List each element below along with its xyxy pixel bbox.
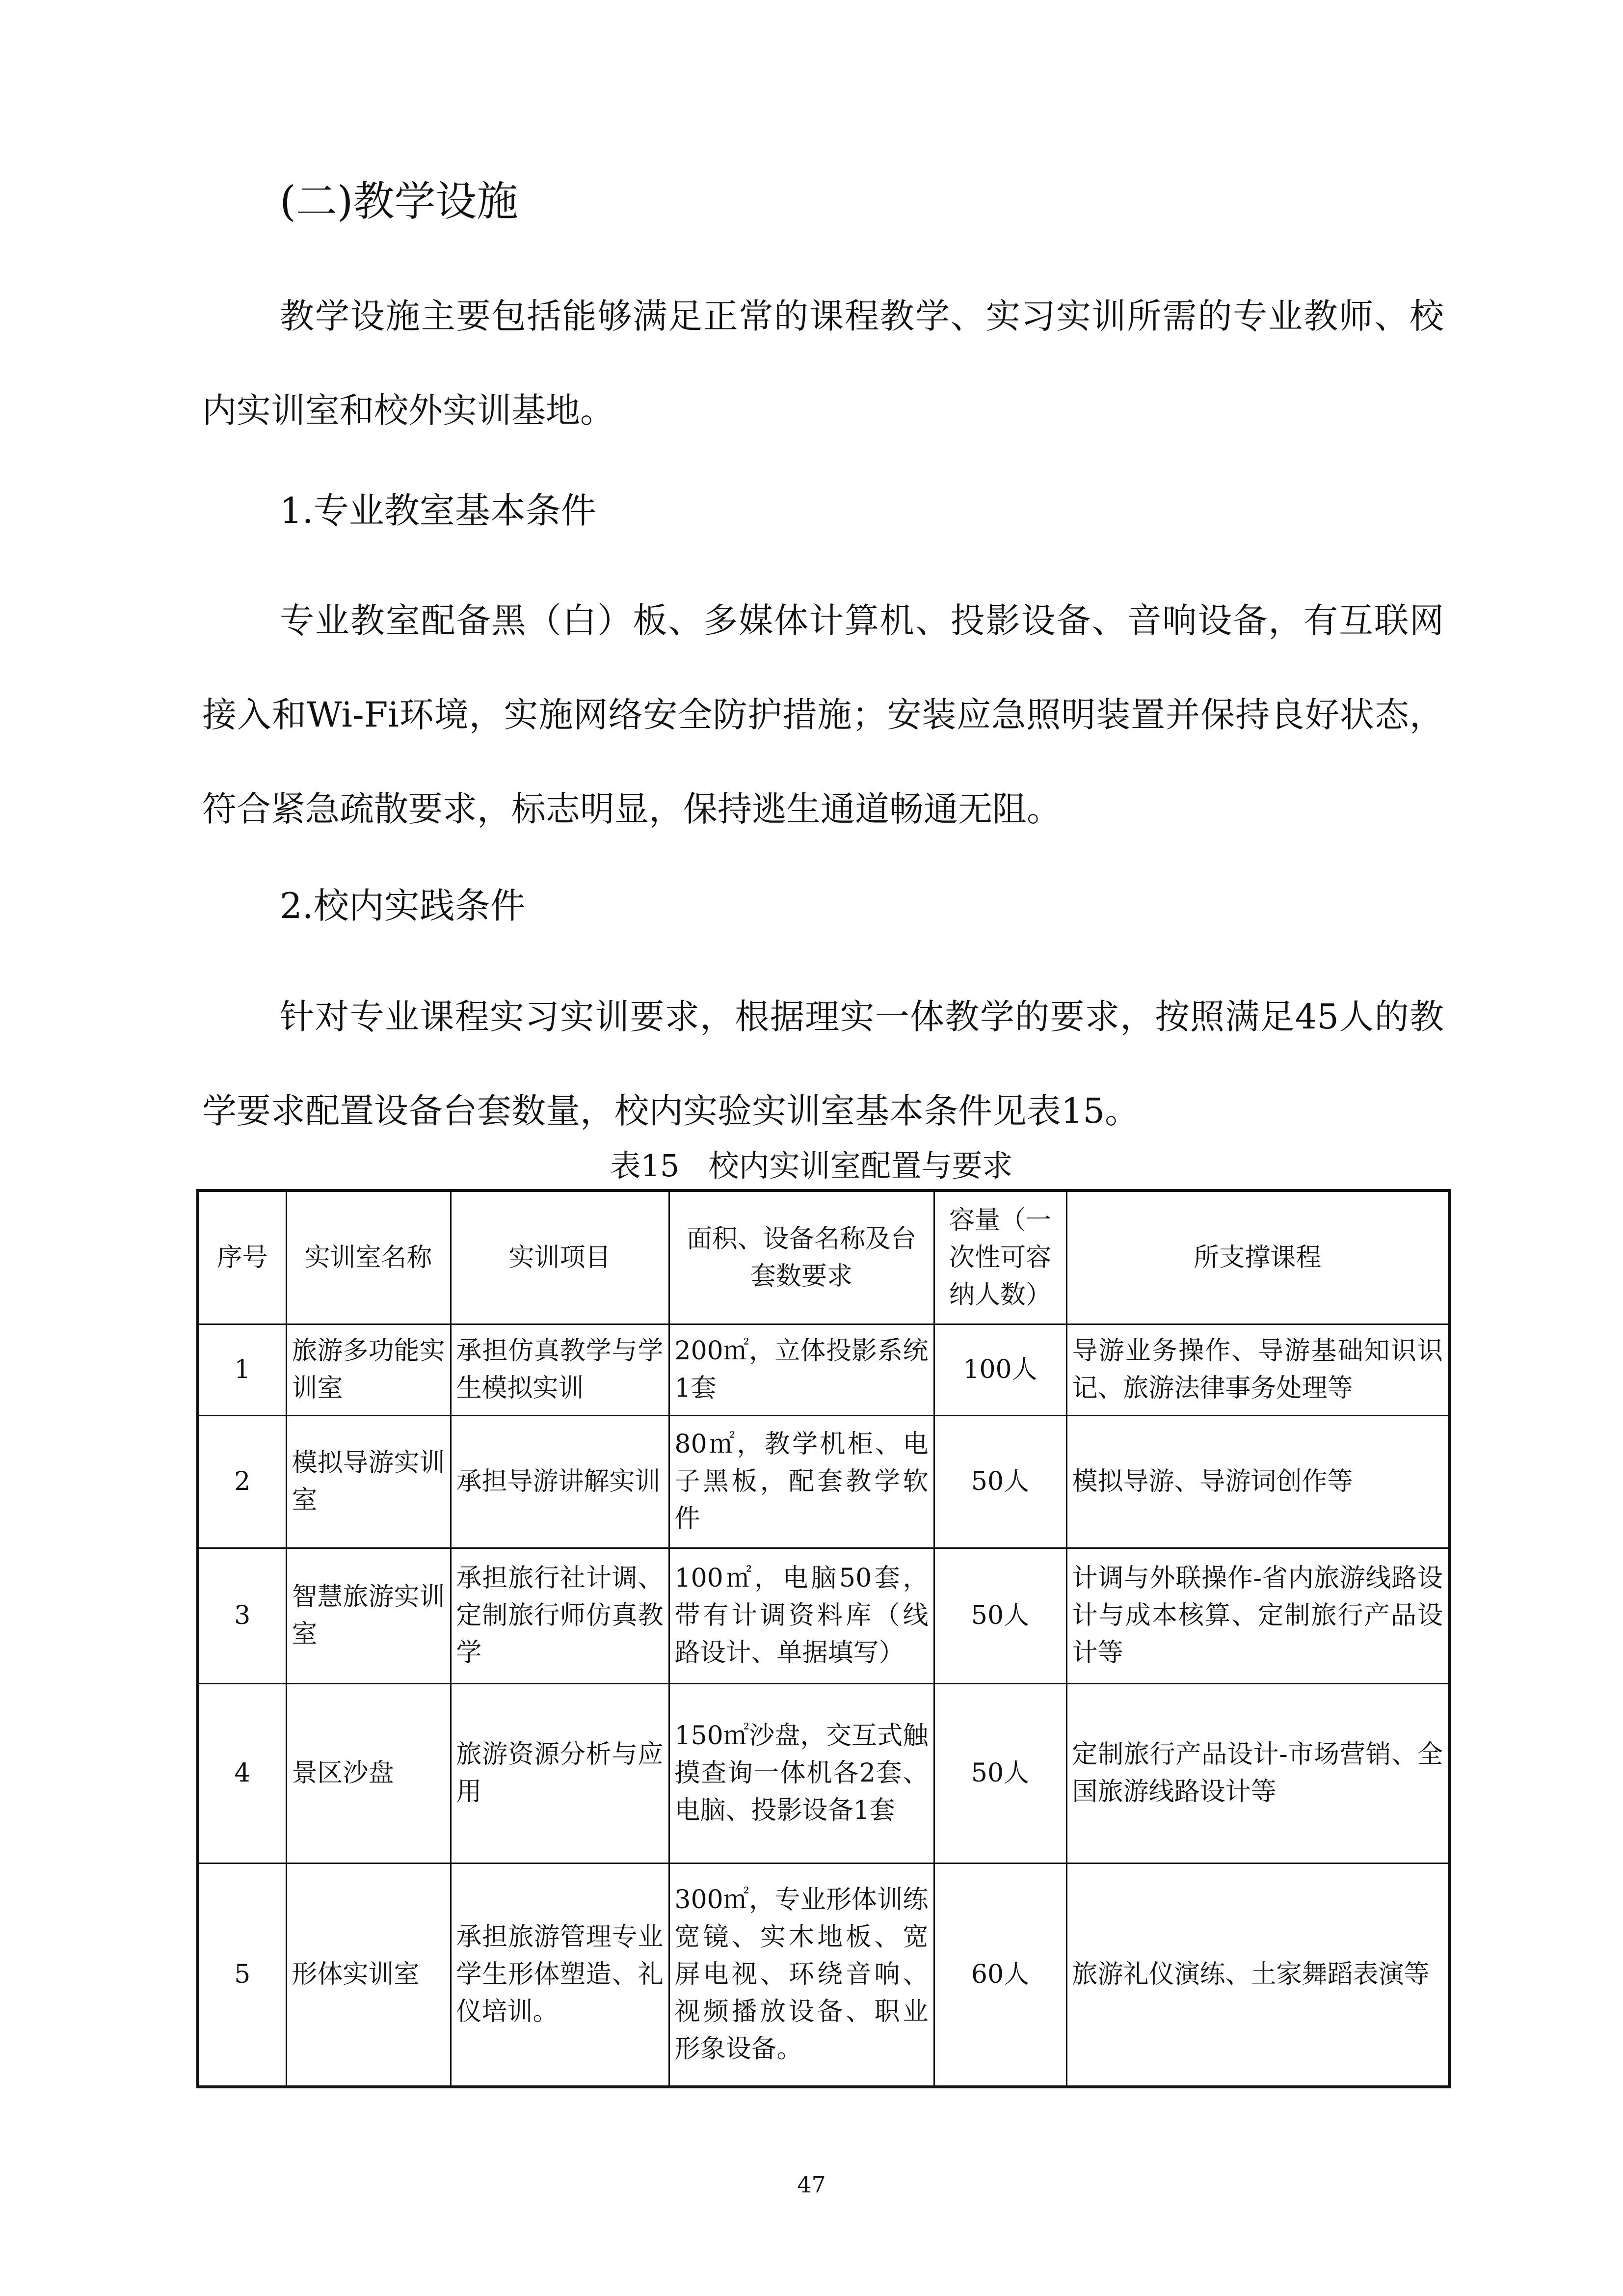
header-cell: 实训项目	[451, 1190, 669, 1324]
facilities-table	[196, 1189, 1451, 2088]
table-cell: 300㎡，专业形体训练宽镜、实木地板、宽屏电视、环绕音响、视频播放设备、职业形象设备。	[669, 1863, 934, 2087]
table-row	[198, 1324, 1449, 1415]
header-cell: 实训室名称	[286, 1190, 451, 1324]
table-cell: 4	[198, 1683, 286, 1863]
table-cell: 旅游礼仪演练、土家舞蹈表演等	[1066, 1863, 1449, 2087]
table-cell: 100㎡，电脑50套，带有计调资料库（线路设计、单据填写）	[669, 1548, 934, 1683]
table-header-row	[198, 1190, 1449, 1324]
table-cell: 旅游多功能实训室	[286, 1324, 451, 1415]
section-heading: (二)教学设施	[280, 177, 518, 225]
table-cell: 旅游资源分析与应用	[451, 1683, 669, 1863]
table-cell: 50人	[934, 1683, 1066, 1863]
table-cell: 形体实训室	[286, 1863, 451, 2087]
table-cell: 模拟导游实训室	[286, 1415, 451, 1548]
table-cell: 50人	[934, 1415, 1066, 1548]
intro-paragraph: 教学设施主要包括能够满足正常的课程教学、实习实训所需的专业教师、校内实训室和校外实训基地。	[202, 296, 1444, 431]
page-number: 47	[797, 2171, 826, 2198]
table-caption: 表15 校内实训室配置与要求	[610, 1148, 1013, 1184]
sub2-heading: 2.校内实践条件	[280, 885, 526, 926]
table-cell: 承担旅行社计调、定制旅行师仿真教学	[451, 1548, 669, 1683]
table-row	[198, 1863, 1449, 2087]
table-cell: 计调与外联操作-省内旅游线路设计与成本核算、定制旅行产品设计等	[1066, 1548, 1449, 1683]
table-cell: 智慧旅游实训室	[286, 1548, 451, 1683]
table-cell: 承担仿真教学与学生模拟实训	[451, 1324, 669, 1415]
header-cell: 所支撑课程	[1066, 1190, 1449, 1324]
table-row	[198, 1548, 1449, 1683]
table-row	[198, 1683, 1449, 1863]
table-cell: 承担导游讲解实训	[451, 1415, 669, 1548]
table-cell: 模拟导游、导游词创作等	[1066, 1415, 1449, 1548]
table-row	[198, 1415, 1449, 1548]
table-cell: 定制旅行产品设计-市场营销、全国旅游线路设计等	[1066, 1683, 1449, 1863]
table-cell: 200㎡，立体投影系统1套	[669, 1324, 934, 1415]
table-cell: 100人	[934, 1324, 1066, 1415]
header-cell: 容量（一次性可容纳人数）	[934, 1190, 1066, 1324]
table-cell: 景区沙盘	[286, 1683, 451, 1863]
sub1-paragraph: 专业教室配备黑（白）板、多媒体计算机、投影设备、音响设备，有互联网接入和Wi-Fi环境，实施网络安全防护措施；安装应急照明装置并保持良好状态，符合紧急疏散要求，标志明显，保持逃生通道畅通无阻。	[202, 600, 1444, 829]
table-cell: 80㎡，教学机柜、电子黑板，配套教学软件	[669, 1415, 934, 1548]
table-cell: 导游业务操作、导游基础知识识记、旅游法律事务处理等	[1066, 1324, 1449, 1415]
table-cell: 50人	[934, 1548, 1066, 1683]
header-cell: 序号	[198, 1190, 286, 1324]
sub2-paragraph: 针对专业课程实习实训要求，根据理实一体教学的要求，按照满足45人的教学要求配置设备台套数量，校内实验实训室基本条件见表15。	[202, 997, 1444, 1131]
table-cell: 1	[198, 1324, 286, 1415]
header-cell: 面积、设备名称及台套数要求	[669, 1190, 934, 1324]
table-cell: 2	[198, 1415, 286, 1548]
table-cell: 60人	[934, 1863, 1066, 2087]
sub1-heading: 1.专业教室基本条件	[280, 490, 596, 531]
table-cell: 承担旅游管理专业学生形体塑造、礼仪培训。	[451, 1863, 669, 2087]
table-cell: 3	[198, 1548, 286, 1683]
table-cell: 5	[198, 1863, 286, 2087]
table-cell: 150㎡沙盘，交互式触摸查询一体机各2套、电脑、投影设备1套	[669, 1683, 934, 1863]
